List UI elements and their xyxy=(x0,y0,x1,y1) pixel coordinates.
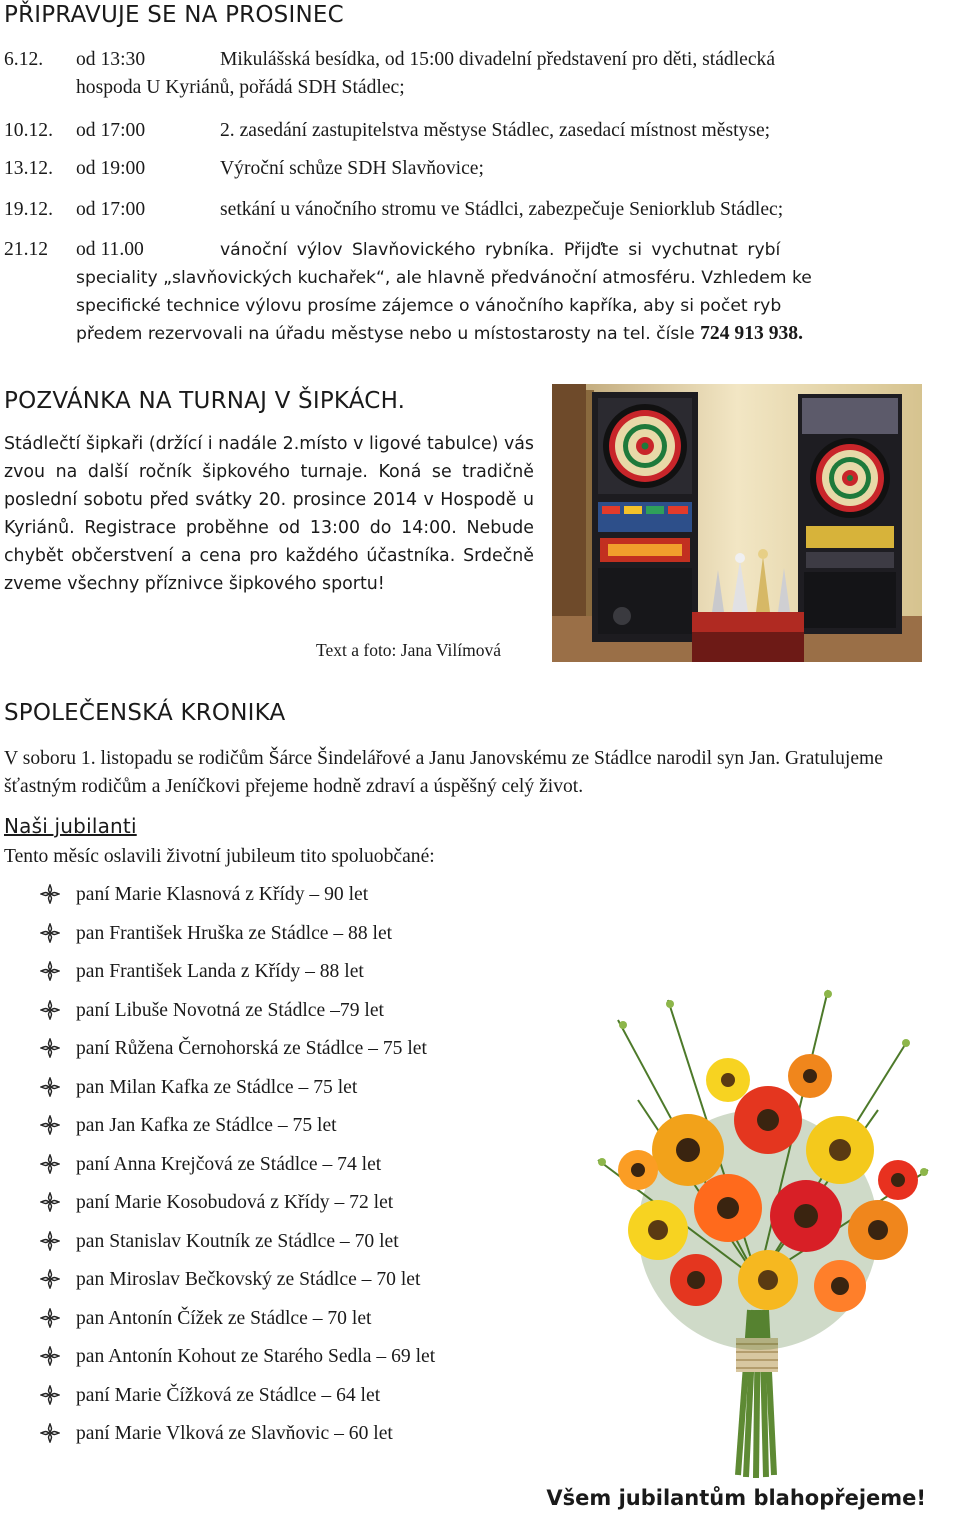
event-time: od 17:00 xyxy=(76,199,146,220)
list-item xyxy=(40,880,435,919)
jubilant-text: paní Marie Klasnová z Křídy – 90 let xyxy=(76,884,369,905)
event-text-continued: speciality „slavňovických kuchařek“, ale hlavně předvánoční atmosféru. Vzhledem ke xyxy=(76,268,812,288)
event-time: od 13:30 xyxy=(76,49,146,70)
jubilants-heading: Naši jubilanti xyxy=(4,814,137,838)
diamond-flower-icon xyxy=(40,1423,60,1443)
diamond-flower-icon xyxy=(40,1077,60,1097)
closing-greeting: Všem jubilantům blahopřejeme! xyxy=(546,1486,926,1510)
jubilant-text: pan Jan Kafka ze Stádlce – 75 let xyxy=(76,1115,337,1136)
jubilant-text: pan Stanislav Koutník ze Stádlce – 70 let xyxy=(76,1230,399,1252)
diamond-flower-icon xyxy=(40,1000,60,1020)
list-item xyxy=(40,957,435,996)
list-item xyxy=(40,1381,435,1420)
diamond-flower-icon xyxy=(40,1038,60,1058)
event-date: 13.12. xyxy=(4,158,53,179)
event-date: 21.12 xyxy=(4,239,49,260)
event-text: setkání u vánočního stromu ve Stádlci, zabezpečuje Seniorklub Stádlec; xyxy=(220,199,784,220)
jubilant-text: pan Miroslav Bečkovský ze Stádlce – 70 let xyxy=(76,1269,421,1290)
diamond-flower-icon xyxy=(40,1385,60,1405)
jubilant-text: pan Milan Kafka ze Stádlce – 75 let xyxy=(76,1076,358,1098)
list-item xyxy=(40,1111,435,1150)
jubilant-text: pan František Hruška ze Stádlce – 88 let xyxy=(76,922,393,944)
jubilant-text: paní Anna Krejčová ze Stádlce – 74 let xyxy=(76,1153,382,1175)
list-item xyxy=(40,1265,435,1304)
event-text-continued xyxy=(76,320,803,348)
jubilants-intro: Tento měsíc oslavili životní jubileum tito spoluobčané: xyxy=(4,846,435,867)
diamond-flower-icon xyxy=(40,884,60,904)
event-text-continued-part: předem rezervovali na úřadu městyse nebo u místostarosty na tel. čísle xyxy=(76,324,695,344)
diamond-flower-icon xyxy=(40,1154,60,1174)
jubilant-text: paní Marie Vlková ze Slavňovic – 60 let xyxy=(76,1423,393,1444)
event-text-continued: hospoda U Kyriánů, pořádá SDH Stádlec; xyxy=(76,77,405,98)
jubilant-text: paní Libuše Novotná ze Stádlce –79 let xyxy=(76,999,384,1021)
diamond-flower-icon xyxy=(40,1308,60,1328)
jubilant-text: paní Růžena Černohorská ze Stádlce – 75 let xyxy=(76,1038,427,1059)
diamond-flower-icon xyxy=(40,1269,60,1289)
photo-credit: Text a foto: Jana Vilímová xyxy=(316,640,501,660)
event-text-continued: specifické technice výlovu prosíme zájemce o vánočního kapříka, aby si počet ryb xyxy=(76,296,782,316)
dartboard-photo-illustration xyxy=(552,384,922,662)
jubilant-text: paní Marie Kosobudová z Křídy – 72 let xyxy=(76,1192,394,1213)
list-item xyxy=(40,996,435,1035)
list-item xyxy=(40,1034,435,1073)
event-text: Výroční schůze SDH Slavňovice; xyxy=(220,158,484,179)
event-date: 10.12. xyxy=(4,120,53,141)
list-item xyxy=(40,919,435,958)
jubilant-text: pan František Landa z Křídy – 88 let xyxy=(76,961,364,982)
event-time: od 19:00 xyxy=(76,158,146,179)
darts-invitation-text: Stádlečtí šipkaři (držící i nadále 2.místo v ligové tabulce) vás zvou na další ročník šipkového turnaje. Koná se tradičně poslední sobotu před svátky 20. prosince 2014 v Hospodě u Kyriánů. Registrace proběhne od 13:00 do 14:00. Nebude chybět občerstvení a cena pro každého účastníka. Srdečně zveme všechny příznivce šipkového sportu! xyxy=(4,434,534,594)
event-date: 6.12. xyxy=(4,49,44,70)
event-text: Mikulášská besídka, od 15:00 divadelní představení pro děti, stádlecká xyxy=(220,49,776,70)
darts-heading: POZVÁNKA NA TURNAJ V ŠIPKÁCH. xyxy=(4,388,406,414)
diamond-flower-icon xyxy=(40,961,60,981)
phone-number: 724 913 938 xyxy=(700,323,799,344)
dartboard-machines-photo xyxy=(552,384,922,662)
list-item xyxy=(40,1073,435,1112)
jubilants-list xyxy=(40,880,435,1458)
diamond-flower-icon xyxy=(40,1346,60,1366)
list-item xyxy=(40,1419,435,1458)
december-heading: PŘIPRAVUJE SE NA PROSINEC xyxy=(4,2,344,28)
jubilant-text: pan Antonín Čížek ze Stádlce – 70 let xyxy=(76,1307,372,1329)
flower-bouquet-illustration xyxy=(578,980,938,1480)
event-date: 19.12. xyxy=(4,199,53,220)
diamond-flower-icon xyxy=(40,1192,60,1212)
list-item xyxy=(40,1188,435,1227)
diamond-flower-icon xyxy=(40,923,60,943)
diamond-flower-icon xyxy=(40,1231,60,1251)
list-item xyxy=(40,1304,435,1343)
list-item xyxy=(40,1227,435,1266)
list-item xyxy=(40,1342,435,1381)
diamond-flower-icon xyxy=(40,1115,60,1135)
event-time: od 17:00 xyxy=(76,120,146,141)
event-time: od 11.00 xyxy=(76,239,144,260)
phone-number-end: . xyxy=(798,323,803,344)
list-item xyxy=(40,1150,435,1189)
jubilant-text: pan Antonín Kohout ze Starého Sedla – 69 let xyxy=(76,1346,436,1367)
jubilant-text: paní Marie Čížková ze Stádlce – 64 let xyxy=(76,1384,381,1406)
event-text: 2. zasedání zastupitelstva městyse Stádlec, zasedací místnost městyse; xyxy=(220,120,771,141)
birth-announcement: V soboru 1. listopadu se rodičům Šárce Šindelářové a Janu Janovskému ze Stádlce narodil syn Jan. Gratulujeme šťastným rodičům a Jeníčkovi přejeme hodně zdraví a úspěšný celý život. xyxy=(4,748,883,797)
event-text: vánoční výlov Slavňovického rybníka. Přijďte si vychutnat rybí xyxy=(220,240,781,260)
chronicle-heading: SPOLEČENSKÁ KRONIKA xyxy=(4,700,286,726)
